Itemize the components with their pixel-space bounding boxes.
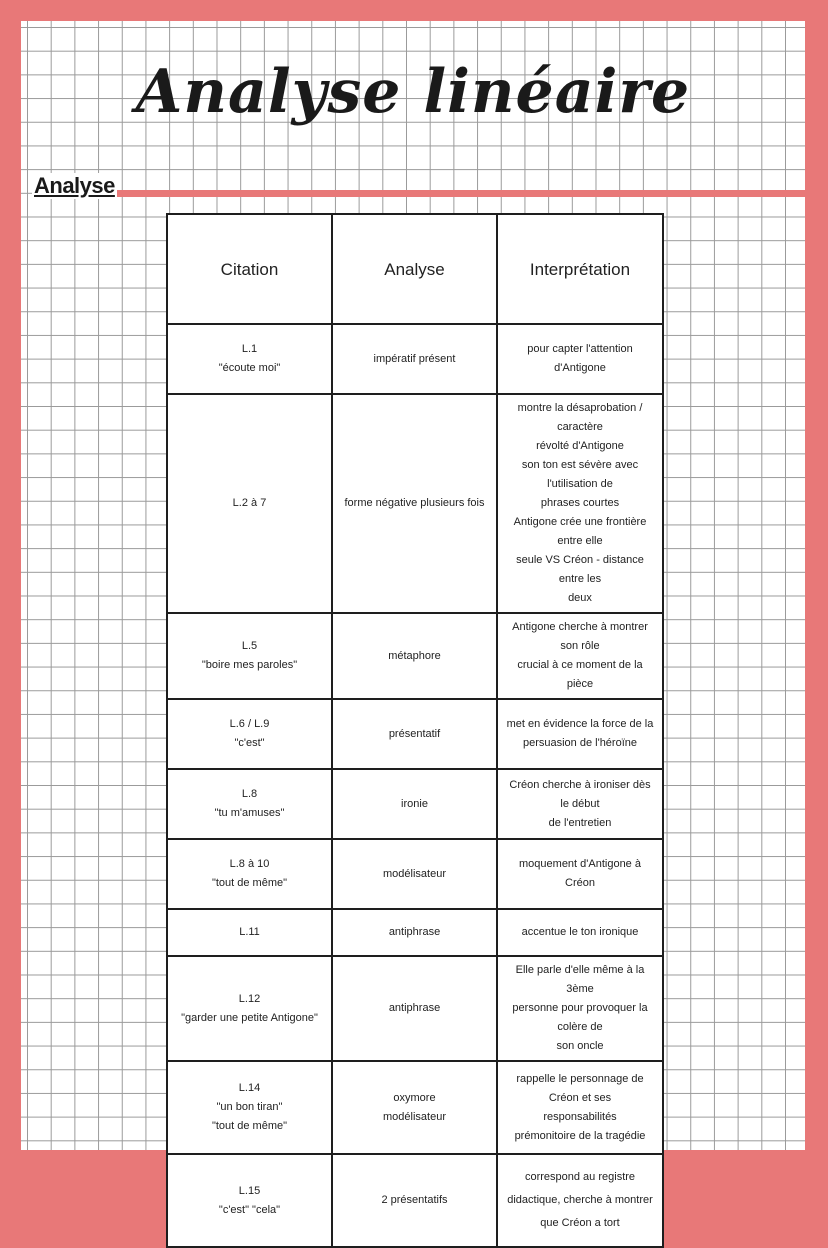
citation-cell — [167, 394, 332, 613]
citation-cell-line: "garder une petite Antigone" — [181, 1011, 318, 1024]
analyse-cell — [332, 394, 497, 613]
analyse-cell-line: antiphrase — [388, 926, 441, 938]
section-divider — [107, 190, 805, 197]
interpretation-cell-line: de l'entretien — [548, 816, 612, 829]
interpretation-cell-line: Antigone crée une frontière entre elle — [513, 516, 647, 547]
citation-cell-line: L.15 — [238, 1184, 261, 1197]
interpretation-cell-line: seule VS Créon - distance entre les — [516, 554, 644, 585]
citation-cell-line: L.8 à 10 — [229, 858, 270, 870]
interpretation-cell — [497, 839, 663, 909]
interpretation-cell-line: didactique, cherche à montrer — [507, 1194, 653, 1206]
citation-cell-line: "boire mes paroles" — [201, 659, 298, 671]
table-row — [167, 839, 663, 909]
citation-cell-line: L.12 — [238, 992, 261, 1005]
citation-cell-line: L.2 à 7 — [232, 497, 267, 509]
table-row — [167, 394, 663, 613]
interpretation-cell-line: pour capter l'attention d'Antigone — [527, 343, 633, 374]
citation-cell-line: "tout de même" — [211, 1120, 288, 1132]
analyse-cell-line: modélisateur — [383, 1110, 446, 1123]
header-interpretation: Interprétation — [497, 214, 663, 324]
citation-cell-line: "c'est" "cela" — [218, 1203, 281, 1216]
interpretation-cell-line: son oncle — [556, 1040, 604, 1052]
section-label: Analyse — [34, 173, 115, 198]
interpretation-cell-line: Elle parle d'elle même à la 3ème — [515, 964, 645, 995]
citation-cell-line: L.5 — [241, 640, 258, 652]
interpretation-cell — [497, 1154, 663, 1247]
table-row — [167, 613, 663, 699]
interpretation-cell-line: deux — [568, 592, 592, 604]
citation-cell — [167, 1061, 332, 1154]
analyse-cell — [332, 839, 497, 909]
analyse-cell-line: impératif présent — [373, 352, 456, 365]
interpretation-cell — [497, 956, 663, 1061]
analyse-cell — [332, 1061, 497, 1154]
interpretation-cell-line: correspond au registre — [524, 1171, 636, 1183]
analyse-cell — [332, 613, 497, 699]
citation-cell-line: L.8 — [241, 788, 258, 800]
interpretation-cell — [497, 1061, 663, 1154]
analyse-cell-line: ironie — [401, 797, 428, 810]
citation-cell-line: "tu m'amuses" — [214, 807, 285, 819]
analyse-cell — [332, 1154, 497, 1247]
table-row — [167, 956, 663, 1061]
interpretation-cell-line: Créon cherche à ironiser dès le début — [509, 778, 651, 810]
analyse-cell — [332, 956, 497, 1061]
citation-cell — [167, 324, 332, 394]
analyse-cell — [332, 699, 497, 769]
analyse-cell-line: antiphrase — [388, 1002, 441, 1014]
citation-cell-line: "tout de même" — [211, 877, 288, 889]
interpretation-cell-line: son ton est sévère avec l'utilisation de — [521, 459, 639, 490]
interpretation-cell — [497, 394, 663, 613]
grid-paper-sheet — [21, 21, 805, 1229]
header-citation: Citation — [167, 214, 332, 324]
analyse-cell — [332, 324, 497, 394]
page-title: Analyse linéaire — [135, 57, 691, 127]
interpretation-cell-line: montre la désaprobation / caractère — [517, 402, 643, 433]
citation-cell — [167, 699, 332, 769]
citation-cell — [167, 1154, 332, 1247]
citation-cell-line: L.11 — [239, 926, 260, 938]
analysis-table — [166, 213, 664, 1248]
interpretation-cell-line: met en évidence la force de la — [506, 718, 654, 730]
analyse-cell — [332, 909, 497, 956]
interpretation-cell-line: révolté d'Antigone — [536, 440, 624, 452]
interpretation-cell-line: que Créon a tort — [540, 1217, 620, 1229]
interpretation-cell — [497, 324, 663, 394]
interpretation-cell-line: Antigone cherche à montrer son rôle — [512, 621, 648, 652]
interpretation-cell — [497, 909, 663, 956]
citation-cell — [167, 839, 332, 909]
analyse-cell-line: oxymore — [393, 1091, 436, 1104]
citation-cell — [167, 956, 332, 1061]
citation-cell — [167, 909, 332, 956]
interpretation-cell-line: personne pour provoquer la colère de — [512, 1002, 648, 1033]
interpretation-cell-line: phrases courtes — [540, 497, 620, 509]
interpretation-cell — [497, 769, 663, 839]
interpretation-cell-line: persuasion de l'héroïne — [522, 737, 637, 749]
citation-cell-line: "écoute moi" — [218, 362, 281, 374]
citation-cell-line: "c'est" — [234, 737, 265, 749]
table-row — [167, 909, 663, 956]
interpretation-cell-line: crucial à ce moment de la pièce — [517, 659, 643, 690]
interpretation-cell — [497, 699, 663, 769]
analyse-cell-line: présentatif — [388, 727, 441, 740]
citation-cell-line: L.14 — [238, 1082, 261, 1094]
table-header-row — [167, 214, 663, 324]
interpretation-cell-line: responsabilités — [543, 1110, 617, 1123]
citation-cell-line: L.6 / L.9 — [229, 718, 270, 730]
citation-cell-line: L.1 — [241, 343, 258, 355]
interpretation-cell — [497, 613, 663, 699]
table-row — [167, 324, 663, 394]
analyse-cell-line: métaphore — [388, 649, 441, 662]
header-analyse: Analyse — [332, 214, 497, 324]
table-row — [167, 699, 663, 769]
interpretation-cell-line: accentue le ton ironique — [521, 926, 639, 938]
interpretation-cell-line: rappelle le personnage de Créon et ses — [516, 1072, 644, 1104]
citation-cell-line: "un bon tiran" — [216, 1101, 283, 1113]
analyse-cell-line: 2 présentatifs — [381, 1194, 448, 1206]
interpretation-cell-line: prémonitoire de la tragédie — [514, 1129, 646, 1142]
table-row — [167, 1154, 663, 1247]
interpretation-cell-line: moquement d'Antigone à Créon — [519, 858, 641, 889]
table-row — [167, 769, 663, 839]
analyse-cell — [332, 769, 497, 839]
citation-cell — [167, 769, 332, 839]
citation-cell — [167, 613, 332, 699]
analyse-cell-line: modélisateur — [383, 867, 446, 880]
table-row — [167, 1061, 663, 1154]
analyse-cell-line: forme négative plusieurs fois — [344, 497, 485, 509]
